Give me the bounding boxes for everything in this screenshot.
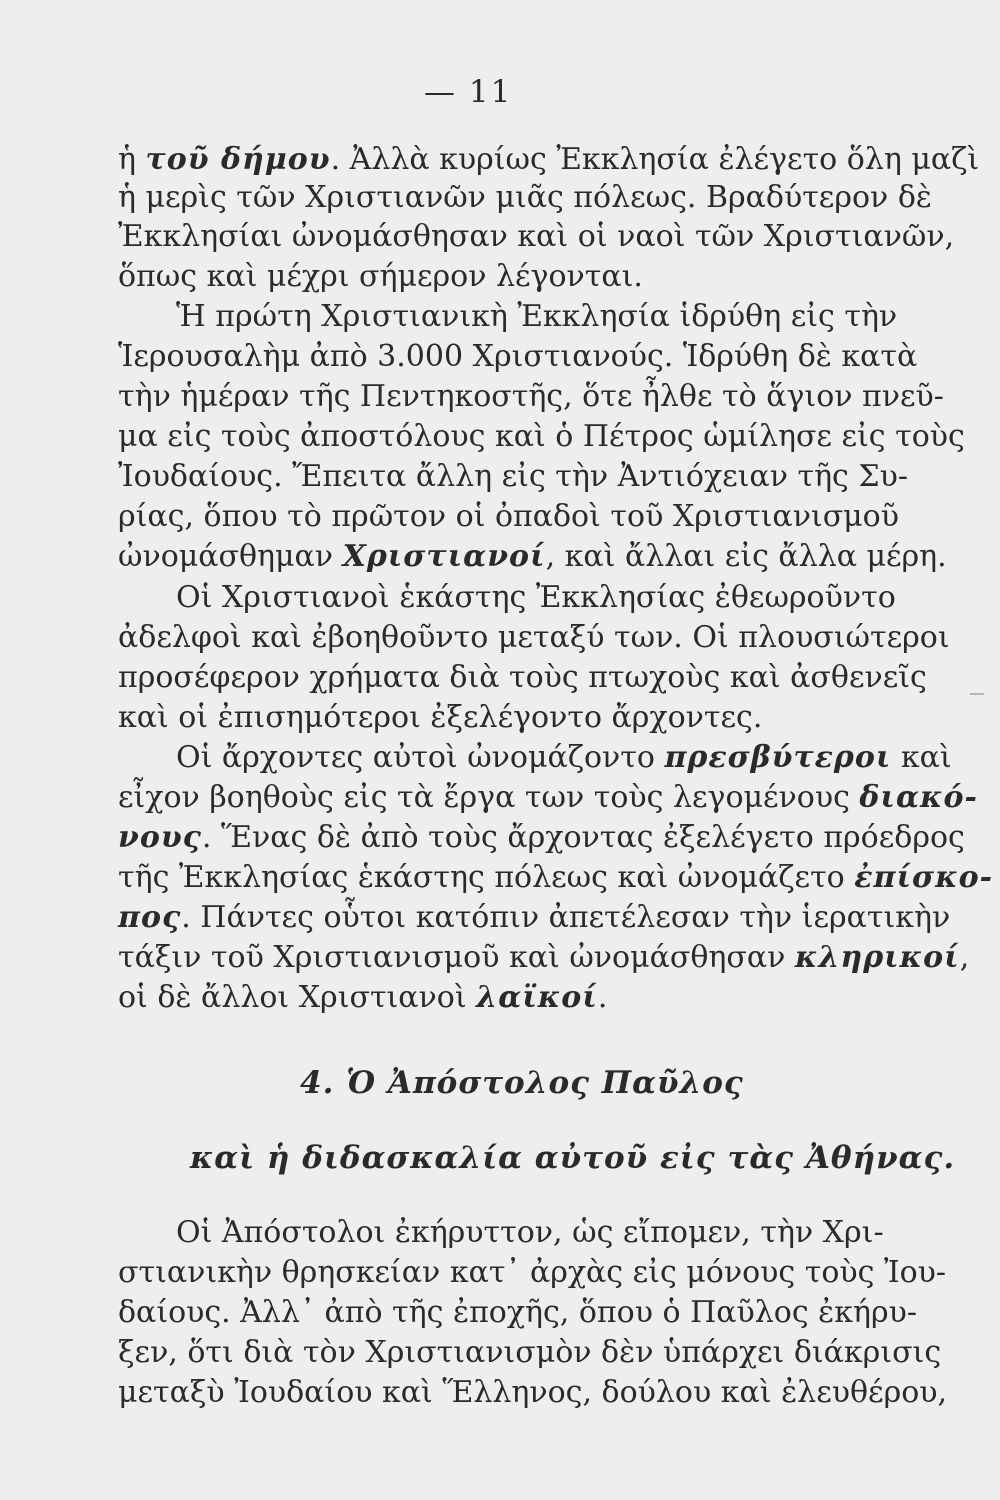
text-line: Ἱερουσαλὴμ ἀπὸ 3.000 Χριστιανούς. Ἱδρύθη δὲ κατὰ	[118, 339, 918, 374]
page-number: — 11	[424, 74, 513, 110]
emphasis: κληρικοί	[794, 940, 960, 975]
text-line: μα εἰς τοὺς ἀποστόλους καὶ ὁ Πέτρος ὡμίλησε εἰς τοὺς	[118, 419, 965, 454]
text-line: Οἱ Ἀπόστολοι ἐκήρυττον, ὡς εἴπομεν, τὴν Χρι-	[176, 1215, 884, 1250]
text-line: οἱ δὲ ἄλλοι Χριστιανοὶ λαϊκοί.	[118, 980, 608, 1015]
text-line: ἀδελφοὶ καὶ ἐβοηθοῦντο μεταξύ των. Οἱ πλουσιώτεροι	[118, 620, 950, 655]
text-line: τῆς Ἐκκλησίας ἑκάστης πόλεως καὶ ὠνομάζετο ἐπίσκο-	[118, 860, 994, 895]
text-line: Ἰουδαίους. Ἔπειτα ἄλλη εἰς τὴν Ἀντιόχειαν τῆς Συ-	[118, 459, 908, 494]
emphasis: πος	[118, 900, 182, 935]
text-line: Οἱ ἄρχοντες αὐτοὶ ὠνομάζοντο πρεσβύτεροι καὶ	[176, 740, 952, 775]
text-line: στιανικὴν θρησκείαν κατ᾽ ἀρχὰς εἰς μόνους τοὺς Ἰου-	[118, 1255, 947, 1290]
text-line: καὶ οἱ ἐπισημότεροι ἐξελέγοντο ἄρχοντες.	[118, 700, 763, 735]
text-line: εἶχον βοηθοὺς εἰς τὰ ἔργα των τοὺς λεγομένους διακό-	[118, 780, 978, 815]
text-line: ξεν, ὅτι διὰ τὸν Χριστιανισμὸν δὲν ὑπάρχει διάκρισις	[118, 1335, 942, 1370]
text-line: τὴν ἡμέραν τῆς Πεντηκοστῆς, ὅτε ἦλθε τὸ ἅγιον πνεῦ-	[118, 379, 944, 414]
text-line: Οἱ Χριστιανοὶ ἑκάστης Ἐκκλησίας ἐθεωροῦντο	[176, 580, 896, 615]
text-line: ὠνομάσθημαν Χριστιανοί, καὶ ἄλλαι εἰς ἄλλα μέρη.	[118, 539, 947, 574]
text-line: μεταξὺ Ἰουδαίου καὶ Ἕλληνος, δούλου καὶ ἐλευθέρου,	[118, 1375, 948, 1410]
text-line: Ἐκκλησίαι ὠνομάσθησαν καὶ οἱ ναοὶ τῶν Χριστιανῶν,	[118, 219, 955, 254]
section-subheading: καὶ ἡ διδασκαλία αὐτοῦ εἰς τὰς Ἀθήνας.	[190, 1140, 956, 1176]
text-line: Ἡ πρώτη Χριστιανικὴ Ἐκκλησία ἱδρύθη εἰς τὴν	[176, 299, 898, 334]
emphasis: λαϊκοί	[476, 980, 598, 1015]
emphasis: ἐπίσκο-	[854, 860, 994, 895]
emphasis: πρεσβύτεροι	[664, 740, 892, 775]
text-line: ἡ τοῦ δήμου. Ἀλλὰ κυρίως Ἐκκλησία ἐλέγετο ὅλη μαζὶ	[118, 142, 980, 177]
text-line: νους. Ἕνας δὲ ἀπὸ τοὺς ἄρχοντας ἐξελέγετο πρόεδρος	[118, 820, 965, 855]
emphasis: διακό-	[859, 780, 978, 815]
text-line: προσέφερον χρήματα διὰ τοὺς πτωχοὺς καὶ ἀσθενεῖς	[118, 660, 927, 695]
text-line: ἡ μερὶς τῶν Χριστιανῶν μιᾶς πόλεως. Βραδύτερον δὲ	[118, 180, 932, 215]
text-line: ρίας, ὅπου τὸ πρῶτον οἱ ὀπαδοὶ τοῦ Χριστιανισμοῦ	[118, 499, 899, 534]
text-line: τάξιν τοῦ Χριστιανισμοῦ καὶ ὠνομάσθησαν κληρικοί,	[118, 940, 970, 975]
emphasis: νους	[118, 820, 202, 855]
emphasis: τοῦ δήμου	[145, 142, 331, 177]
margin-mark	[970, 693, 984, 695]
section-heading: 4. Ὁ Ἀπόστολος Παῦλος	[300, 1065, 744, 1101]
text-line: δαίους. Ἀλλ᾽ ἀπὸ τῆς ἐποχῆς, ὅπου ὁ Παῦλος ἐκήρυ-	[118, 1295, 917, 1330]
text-line: ὅπως καὶ μέχρι σήμερον λέγονται.	[118, 259, 643, 294]
emphasis: Χριστιανοί	[342, 539, 546, 574]
text-line: πος. Πάντες οὗτοι κατόπιν ἀπετέλεσαν τὴν ἱερατικὴν	[118, 900, 951, 935]
